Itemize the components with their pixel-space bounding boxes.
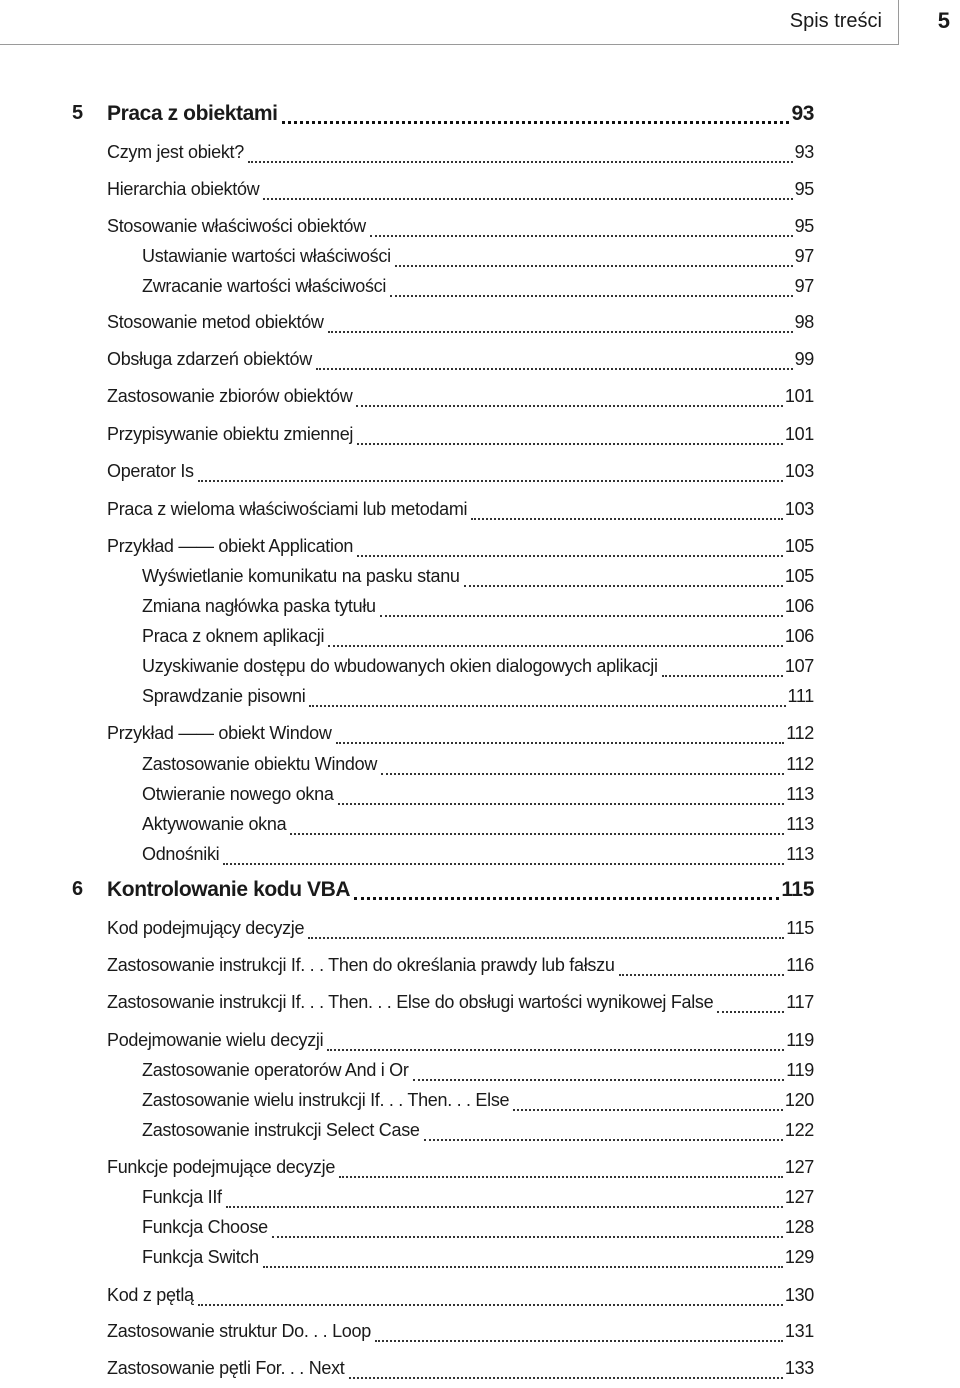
toc-entry-page: 117	[786, 992, 814, 1012]
toc-entry-title: Kontrolowanie kodu VBA	[107, 878, 351, 901]
toc-entry-title: Kod z pętlą	[107, 1285, 194, 1305]
toc-entry-page: 127	[784, 1157, 814, 1177]
toc-entry-page: 97	[794, 276, 814, 296]
toc-entry[interactable]	[0, 918, 814, 944]
toc-entry-page: 116	[786, 955, 814, 975]
toc-entry-page: 95	[794, 179, 814, 199]
toc-entry[interactable]	[0, 424, 814, 450]
leader-dots	[395, 265, 793, 267]
chapter-number: 5	[72, 102, 83, 124]
leader-dots	[354, 897, 779, 900]
leader-dots	[413, 1079, 785, 1081]
toc-entry[interactable]	[0, 461, 814, 487]
toc-entry-page: 103	[784, 461, 814, 481]
toc-entry[interactable]	[0, 536, 814, 562]
toc-entry-title: Obsługa zdarzeń obiektów	[107, 349, 312, 369]
toc-entry-title: Funkcje podejmujące decyzje	[107, 1157, 336, 1177]
toc-entry-page: 128	[784, 1217, 814, 1237]
toc-subentry[interactable]	[0, 1247, 814, 1273]
running-header-title: Spis treści	[789, 10, 882, 32]
toc-entry-title: Przypisywanie obiektu zmiennej	[107, 424, 354, 444]
page-number: 5	[937, 8, 950, 33]
toc-entry-title: Ustawianie wartości właściwości	[142, 246, 391, 266]
leader-dots	[338, 803, 785, 805]
toc-entry-title: Funkcja Choose	[142, 1217, 268, 1237]
leader-dots	[226, 1206, 783, 1208]
toc-subentry[interactable]	[0, 246, 814, 272]
toc-entry-page: 115	[786, 918, 814, 938]
toc-entry-title: Funkcja IIf	[142, 1187, 222, 1207]
toc-entry-title: Podejmowanie wielu decyzji	[107, 1030, 324, 1050]
toc-entry-page: 131	[784, 1321, 814, 1341]
toc-entry[interactable]	[0, 386, 814, 412]
leader-dots	[198, 1304, 783, 1306]
toc-entry-title: Stosowanie metod obiektów	[107, 312, 324, 332]
toc-entry-title: Zastosowanie wielu instrukcji If. . . Then. . . Else	[142, 1090, 510, 1110]
toc-entry[interactable]	[0, 992, 814, 1018]
toc-entry[interactable]	[0, 179, 814, 205]
toc-entry-title: Zastosowanie instrukcji If. . . Then. . . Else do obsługi wartości wynikowej False	[107, 992, 714, 1012]
leader-dots	[464, 585, 783, 587]
toc-entry[interactable]	[0, 499, 814, 525]
toc-entry-title: Otwieranie nowego okna	[142, 784, 334, 804]
toc-entry-title: Operator Is	[107, 461, 194, 481]
toc-entry-page: 95	[794, 216, 814, 236]
toc-entry-title: Czym jest obiekt?	[107, 142, 244, 162]
toc-entry-title: Praca z oknem aplikacji	[142, 626, 325, 646]
leader-dots	[336, 742, 785, 744]
toc-subentry[interactable]	[0, 276, 814, 302]
toc-entry-page: 119	[786, 1060, 814, 1080]
toc-entry-title: Hierarchia obiektów	[107, 179, 260, 199]
chapter-number: 6	[72, 878, 83, 900]
toc-entry-page: 105	[784, 536, 814, 556]
toc-entry-title: Uzyskiwanie dostępu do wbudowanych okien dialogowych aplikacji	[142, 656, 658, 676]
toc-entry-title: Zwracanie wartości właściwości	[142, 276, 387, 296]
toc-entry-title: Zastosowanie instrukcji Select Case	[142, 1120, 420, 1140]
toc-entry[interactable]	[0, 955, 814, 981]
toc-entry-title: Sprawdzanie pisowni	[142, 686, 306, 706]
toc-chapter[interactable]	[0, 102, 814, 128]
leader-dots	[272, 1236, 783, 1238]
toc-entry-page: 122	[784, 1120, 814, 1140]
leader-dots	[424, 1139, 783, 1141]
toc-entry-page: 113	[786, 814, 814, 834]
toc-entry[interactable]	[0, 312, 814, 338]
leader-dots	[357, 555, 783, 557]
leader-dots	[349, 1377, 783, 1379]
toc-entry-title: Wyświetlanie komunikatu na pasku stanu	[142, 566, 460, 586]
toc-entry-page: 112	[786, 723, 814, 743]
leader-dots	[328, 645, 783, 647]
toc-subentry[interactable]	[0, 596, 814, 622]
toc-entry-page: 99	[794, 349, 814, 369]
toc-subentry[interactable]	[0, 626, 814, 652]
toc-subentry[interactable]	[0, 1217, 814, 1243]
toc-entry-page: 129	[784, 1247, 814, 1267]
toc-entry-title: Funkcja Switch	[142, 1247, 259, 1267]
leader-dots	[223, 863, 784, 865]
leader-dots	[316, 368, 793, 370]
toc-entry[interactable]	[0, 142, 814, 168]
toc-entry[interactable]	[0, 1285, 814, 1311]
toc-entry-title: Zastosowanie struktur Do. . . Loop	[107, 1321, 371, 1341]
toc-subentry[interactable]	[0, 1120, 814, 1146]
leader-dots	[282, 121, 790, 124]
toc-subentry[interactable]	[0, 656, 814, 682]
toc-entry-page: 120	[784, 1090, 814, 1110]
toc-entry-title: Zastosowanie zbiorów obiektów	[107, 386, 353, 406]
toc-entry-title: Zmiana nagłówka paska tytułu	[142, 596, 376, 616]
toc-entry-page: 97	[794, 246, 814, 266]
leader-dots	[339, 1176, 783, 1178]
toc-entry-page: 93	[791, 102, 814, 125]
toc-entry-page: 111	[787, 686, 814, 706]
toc-entry-title: Zastosowanie instrukcji If. . . Then do określania prawdy lub fałszu	[107, 955, 615, 975]
toc-entry-page: 103	[784, 499, 814, 519]
toc-subentry[interactable]	[0, 784, 814, 810]
toc-entry-page: 113	[786, 844, 814, 864]
toc-subentry[interactable]	[0, 1187, 814, 1213]
leader-dots	[198, 480, 783, 482]
leader-dots	[263, 198, 792, 200]
toc-entry-page: 119	[786, 1030, 814, 1050]
toc-entry-page: 107	[784, 656, 814, 676]
toc-entry-page: 127	[784, 1187, 814, 1207]
toc-entry-title: Praca z obiektami	[107, 102, 278, 125]
leader-dots	[327, 1049, 784, 1051]
toc-entry-page: 98	[794, 312, 814, 332]
toc-entry-page: 106	[784, 626, 814, 646]
toc-entry-title: Zastosowanie obiektu Window	[142, 754, 378, 774]
toc-entry-page: 112	[786, 754, 814, 774]
leader-dots	[248, 161, 793, 163]
leader-dots	[471, 518, 783, 520]
leader-dots	[381, 773, 784, 775]
toc-subentry[interactable]	[0, 1060, 814, 1086]
leader-dots	[290, 833, 784, 835]
toc-entry[interactable]	[0, 723, 814, 749]
leader-dots	[375, 1340, 783, 1342]
leader-dots	[513, 1109, 783, 1111]
toc-entry[interactable]	[0, 349, 814, 375]
toc-entry[interactable]	[0, 1157, 814, 1183]
toc-entry-title: Aktywowanie okna	[142, 814, 287, 834]
leader-dots	[619, 974, 785, 976]
toc-entry-title: Przykład —— obiekt Application	[107, 536, 354, 556]
toc-entry[interactable]	[0, 1358, 814, 1384]
toc-subentry[interactable]	[0, 566, 814, 592]
leader-dots	[370, 235, 793, 237]
toc-entry-page: 106	[784, 596, 814, 616]
toc-entry-page: 101	[784, 424, 814, 444]
toc-entry-page: 105	[784, 566, 814, 586]
toc-entry-page: 93	[794, 142, 814, 162]
toc-subentry[interactable]	[0, 1090, 814, 1116]
leader-dots	[308, 937, 784, 939]
leader-dots	[357, 443, 783, 445]
toc-entry-page: 101	[784, 386, 814, 406]
leader-dots	[263, 1266, 783, 1268]
toc-entry-page: 130	[784, 1285, 814, 1305]
toc-subentry[interactable]	[0, 754, 814, 780]
toc-subentry[interactable]	[0, 814, 814, 840]
toc-entry-title: Zastosowanie operatorów And i Or	[142, 1060, 409, 1080]
toc-entry[interactable]	[0, 1030, 814, 1056]
leader-dots	[390, 295, 793, 297]
leader-dots	[380, 615, 783, 617]
toc-entry-page: 115	[781, 878, 814, 901]
toc-entry-title: Kod podejmujący decyzje	[107, 918, 305, 938]
leader-dots	[662, 675, 783, 677]
leader-dots	[309, 705, 785, 707]
toc-subentry[interactable]	[0, 844, 814, 870]
toc-entry-title: Przykład —— obiekt Window	[107, 723, 332, 743]
toc-chapter[interactable]	[0, 878, 814, 904]
toc-subentry[interactable]	[0, 686, 814, 712]
toc-entry-title: Praca z wieloma właściwościami lub metodami	[107, 499, 468, 519]
leader-dots	[356, 405, 782, 407]
toc-entry-page: 113	[786, 784, 814, 804]
toc-entry-title: Stosowanie właściwości obiektów	[107, 216, 366, 236]
leader-dots	[717, 1011, 784, 1013]
toc-entry-title: Odnośniki	[142, 844, 220, 864]
leader-dots	[328, 331, 793, 333]
toc-entry[interactable]	[0, 216, 814, 242]
toc-entry-title: Zastosowanie pętli For. . . Next	[107, 1358, 345, 1378]
toc-entry-page: 133	[784, 1358, 814, 1378]
toc-entry[interactable]	[0, 1321, 814, 1347]
